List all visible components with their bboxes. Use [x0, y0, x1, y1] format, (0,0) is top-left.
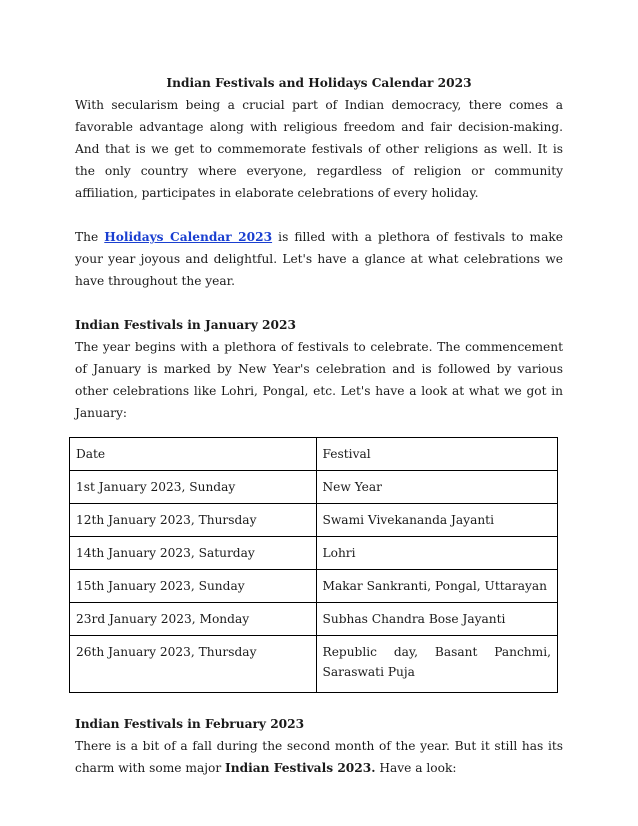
table-cell-festival: New Year: [316, 471, 557, 504]
table-cell-date: 14th January 2023, Saturday: [70, 537, 317, 570]
table-cell-date: 23rd January 2023, Monday: [70, 603, 317, 636]
table-cell-date: 1st January 2023, Sunday: [70, 471, 317, 504]
spacer: [75, 292, 563, 314]
february-text-suffix: Have a look:: [375, 761, 457, 775]
table-row: [70, 603, 558, 636]
spacer: [75, 693, 563, 713]
table-row: [70, 504, 558, 537]
table-header-festival: Festival: [316, 438, 557, 471]
table-cell-festival: Subhas Chandra Bose Jayanti: [316, 603, 557, 636]
table-cell-festival: Lohri: [316, 537, 557, 570]
january-paragraph: The year begins with a plethora of festivals to celebrate. The commencement of January is marked by New Year's celebration and is followed by various other celebrations like Lohri, Pongal, etc. Let's have a look at what we got in January:: [75, 340, 563, 420]
february-heading: Indian Festivals in February 2023: [75, 717, 305, 731]
table-header-row: [70, 438, 558, 471]
calendar-paragraph: [75, 226, 563, 292]
spacer: [75, 204, 563, 226]
table-cell-festival: Makar Sankranti, Pongal, Uttarayan: [316, 570, 557, 603]
table-cell-date: 15th January 2023, Sunday: [70, 570, 317, 603]
february-paragraph: [75, 735, 563, 779]
intro-paragraph: With secularism being a crucial part of Indian democracy, there comes a favorable advantage along with religious freedom and fair decision-making. And that is we get to commemorate festivals of other religions as well. It is the only country where everyone, regardless of religion or community affiliation, participates in elaborate celebrations of every holiday.: [75, 98, 563, 200]
page-title: Indian Festivals and Holidays Calendar 2023: [166, 76, 472, 90]
table-row: [70, 537, 558, 570]
table-cell-festival: Republic day, Basant Panchmi, Saraswati Puja: [316, 636, 557, 693]
document-content: [75, 72, 563, 779]
holidays-calendar-link[interactable]: Holidays Calendar 2023: [104, 230, 273, 244]
table-cell-festival: Swami Vivekananda Jayanti: [316, 504, 557, 537]
january-heading: Indian Festivals in January 2023: [75, 318, 296, 332]
calendar-paragraph-prefix: The: [75, 230, 105, 244]
january-festivals-table: [69, 437, 558, 693]
table-header-date: Date: [70, 438, 317, 471]
february-text-bold: Indian Festivals 2023.: [225, 761, 376, 775]
table-row: [70, 471, 558, 504]
table-cell-date: 12th January 2023, Thursday: [70, 504, 317, 537]
calendar-paragraph-suffix: is filled with a plethora of festivals to make your year joyous and delightful. Let's have a glance at what celebrations we have throughout the year.: [75, 230, 563, 288]
table-row: [70, 636, 558, 693]
table-cell-date: 26th January 2023, Thursday: [70, 636, 317, 693]
table-row: [70, 570, 558, 603]
february-text-prefix: There is a bit of a fall during the second month of the year. But it still has its charm with some major: [75, 739, 563, 775]
